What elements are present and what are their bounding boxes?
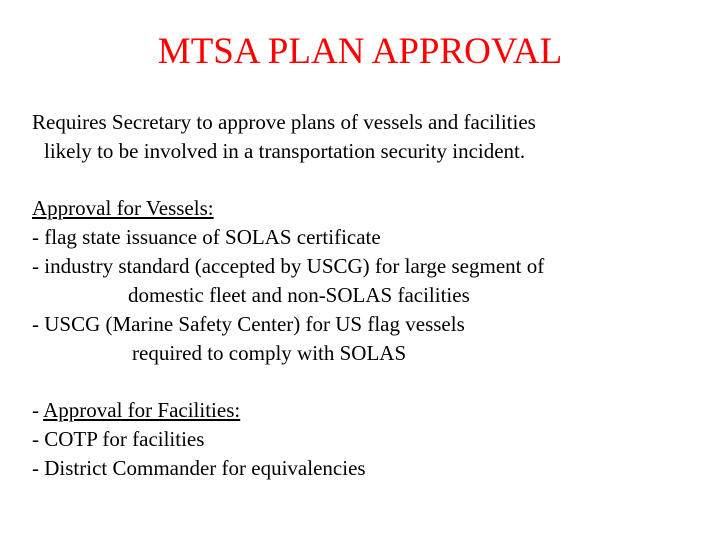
page-title: MTSA PLAN APPROVAL (157, 31, 563, 72)
vessels-item-uscg-cont: required to comply with SOLAS (132, 341, 407, 365)
intro-paragraph (32, 108, 536, 166)
facilities-heading-line (32, 396, 366, 425)
intro-line-2: likely to be involved in a transportation security incident. (44, 139, 526, 163)
facilities-heading-prefix: - (32, 398, 44, 422)
vessels-item-uscg: - USCG (Marine Safety Center) for US flag vessels (32, 312, 465, 336)
vessels-heading-line (32, 194, 544, 223)
facilities-heading: Approval for Facilities: (43, 398, 241, 422)
vessels-section (32, 194, 544, 368)
facilities-section (32, 396, 366, 483)
intro-line-1: Requires Secretary to approve plans of vessels and facilities (32, 110, 536, 134)
facilities-item-district-commander: - District Commander for equivalencies (32, 456, 366, 480)
vessels-item-industry-standard: - industry standard (accepted by USCG) for large segment of (32, 254, 545, 278)
vessels-heading: Approval for Vessels: (32, 196, 214, 220)
facilities-item-cotp: - COTP for facilities (32, 427, 205, 451)
vessels-item-industry-standard-cont: domestic fleet and non-SOLAS facilities (128, 283, 470, 307)
vessels-item-flag-state: - flag state issuance of SOLAS certificate (32, 225, 381, 249)
